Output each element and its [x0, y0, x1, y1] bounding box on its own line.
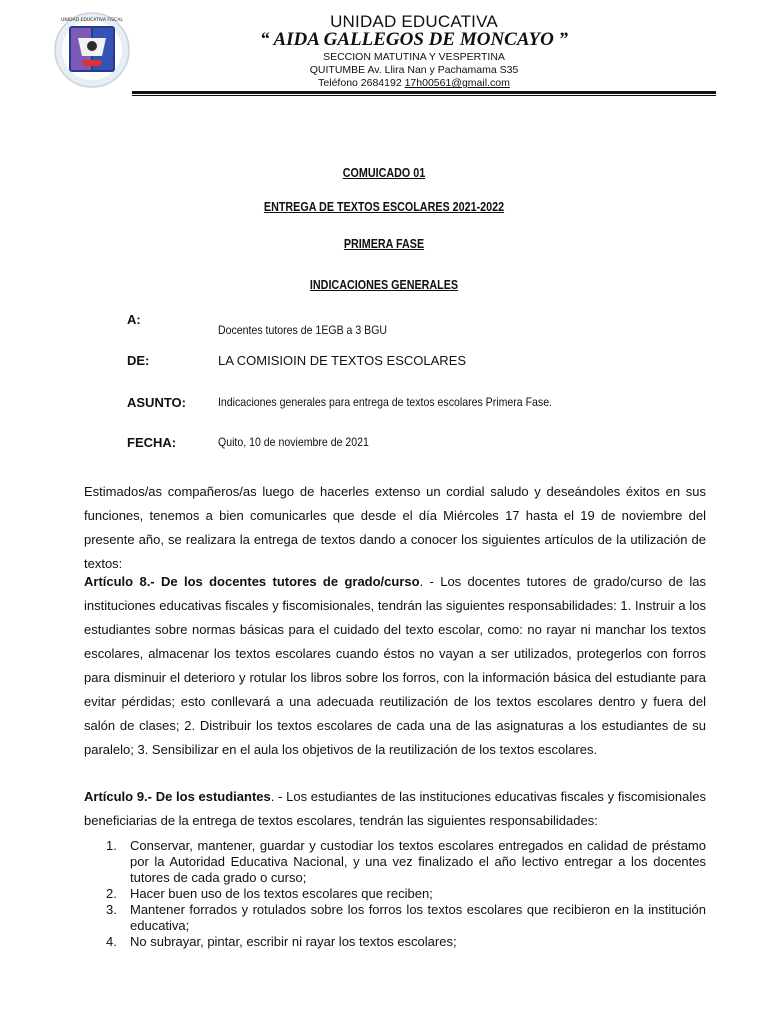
contact-line [30, 77, 768, 89]
header-rule-thin [132, 95, 716, 96]
list-number: 1. [106, 838, 117, 853]
list-item [84, 838, 706, 886]
institution-title: UNIDAD EDUCATIVA [330, 12, 498, 31]
list-item [84, 934, 706, 950]
list-text: Conservar, mantener, guardar y custodiar los textos escolares entregados en calidad de préstamo por la Autoridad Educativa Nacional, y una vez finalizado el año lectivo entregar a los docentes tutores de cada grado o curso; [130, 838, 706, 885]
comunicado-title: COMUICADO 01 [342, 166, 426, 180]
subject-label: ASUNTO: [127, 395, 186, 410]
from-label: DE: [127, 353, 150, 368]
responsibilities-list [84, 838, 706, 950]
email-link[interactable]: 17h00561@gmail.com [404, 77, 510, 89]
date-value: Quito, 10 de noviembre de 2021 [218, 435, 369, 449]
to-label: A: [127, 312, 141, 327]
list-text: No subrayar, pintar, escribir ni rayar los textos escolares; [130, 934, 457, 949]
article-8-paragraph [84, 570, 706, 762]
article-9-paragraph [84, 785, 706, 833]
article-9-body: . - Los estudiantes de las instituciones educativas fiscales y fiscomisionales beneficiarias de la entrega de textos escolares, tendrán las siguientes responsabilidades: [84, 789, 706, 828]
svg-text:UNIDAD EDUCATIVA FISCAL: UNIDAD EDUCATIVA FISCAL [61, 18, 123, 23]
intro-paragraph: Estimados/as compañeros/as luego de hacerles extenso un cordial saludo y deseándoles éxitos en sus funciones, tenemos a bien comunicarles que desde el día Miércoles 17 hasta el 19 de noviembre del presente año, se realizara la entrega de textos dando a conocer los siguientes artículos de la utilización de textos: [84, 484, 706, 571]
date-label: FECHA: [127, 435, 177, 450]
list-text: Mantener forrados y rotulados sobre los forros los textos escolares que recibieron en la institución educativa; [130, 902, 706, 933]
entrega-title: ENTREGA DE TEXTOS ESCOLARES 2021-2022 [263, 200, 505, 214]
list-text: Hacer buen uso de los textos escolares que reciben; [130, 886, 433, 901]
indicaciones-title: INDICACIONES GENERALES [309, 278, 459, 292]
list-number: 3. [106, 902, 117, 917]
section-line: SECCION MATUTINA Y VESPERTINA [323, 51, 505, 63]
list-number: 4. [106, 934, 117, 949]
list-item [84, 886, 706, 902]
institution-name: “ AIDA GALLEGOS DE MONCAYO ” [259, 29, 569, 50]
header-rule [132, 91, 716, 94]
article-8-body: . - Los docentes tutores de grado/curso de las instituciones educativas fiscales y fiscomisionales, tendrán las siguientes responsabilidades: 1. Instruir a los estudiantes sobre normas básicas para el cuidado del texto escolar, como: no rayar ni manchar los textos escolares, almacenar los textos escolares cuando éstos no vayan a ser utilizados, protegerlos con forros para disminuir el deterioro y rotular los libros sobre los forros, con la información básica del estudiante para evitar pérdidas; esto conllevará a una adecuada reutilización de los textos escolares dentro y fuera del salón de clases; 2. Distribuir los textos escolares de cada una de las asignaturas a los estudiantes de su paralelo; 3. Sensibilizar en el aula los objetivos de la reutilización de los textos escolares. [84, 574, 706, 757]
article-9-heading: Artículo 9.- De los estudiantes [84, 789, 271, 804]
list-number: 2. [106, 886, 117, 901]
list-item [84, 902, 706, 934]
phone-text: Teléfono 2684192 [318, 77, 402, 89]
to-value: Docentes tutores de 1EGB a 3 BGU [218, 323, 388, 337]
address-line: QUITUMBE Av. Llira Nan y Pachamama S35 [309, 64, 519, 76]
from-value: LA COMISIOIN DE TEXTOS ESCOLARES [218, 353, 467, 368]
fase-title: PRIMERA FASE [343, 237, 425, 251]
subject-value: Indicaciones generales para entrega de textos escolares Primera Fase. [218, 395, 553, 409]
article-8-heading: Artículo 8.- De los docentes tutores de grado/curso [84, 574, 420, 589]
